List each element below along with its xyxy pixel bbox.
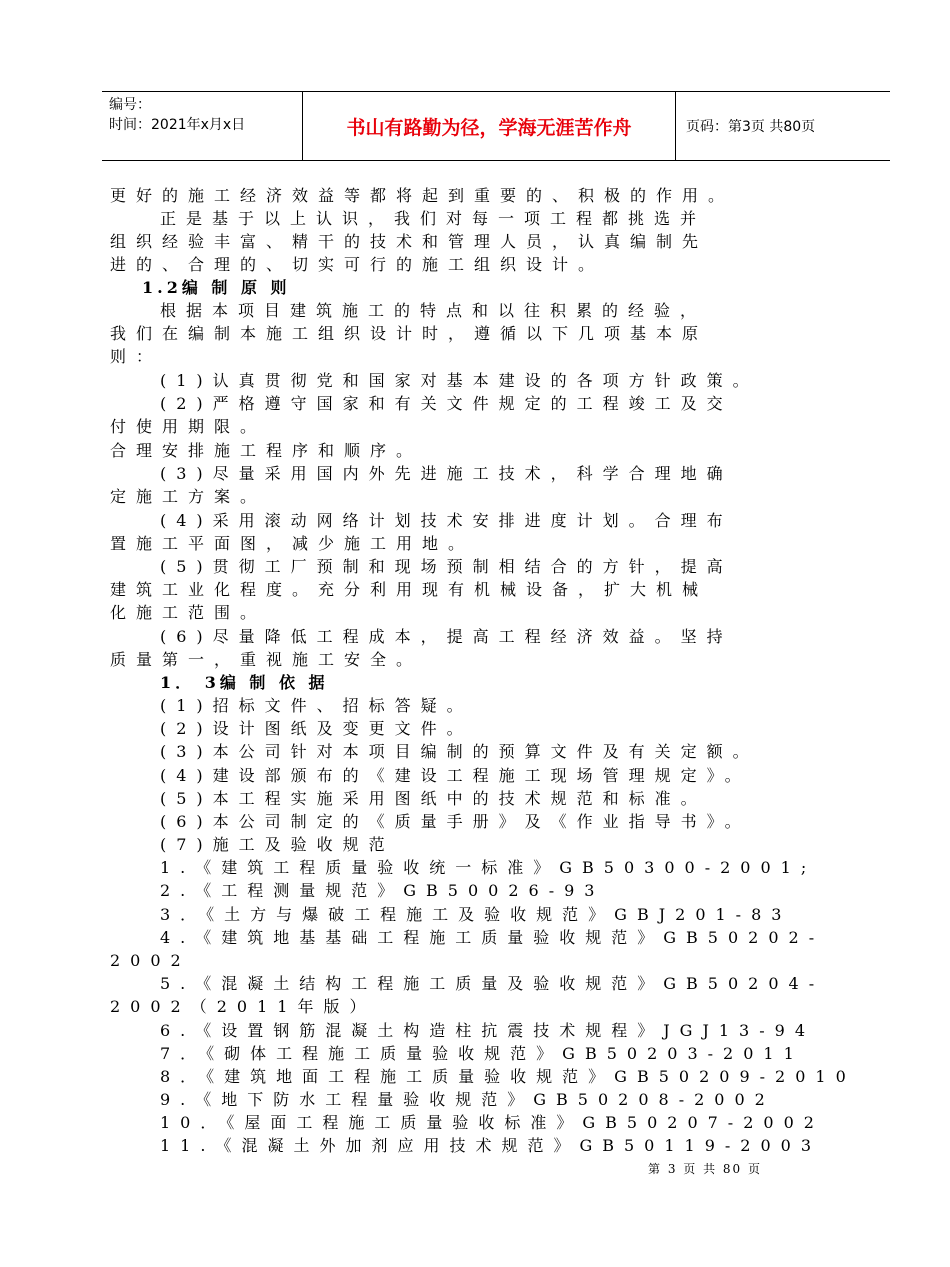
body-line: 2002（2011年版）	[110, 997, 376, 1016]
body-line: 置施工平面图，减少施工用地。	[110, 534, 475, 553]
header-meta-cell	[102, 92, 302, 160]
body-line: 11.《混凝土外加剂应用技术规范》GB50119-2003	[160, 1136, 822, 1155]
body-line: 正是基于以上认识，我们对每一项工程都挑选并	[160, 209, 707, 228]
body-line: (3)尽量采用国内外先进施工技术，科学合理地确	[160, 464, 733, 483]
body-line: (6)本公司制定的《质量手册》及《作业指导书》。	[160, 812, 751, 831]
body-line: (5)贯彻工厂预制和现场预制相结合的方针，提高	[160, 557, 733, 576]
section-heading: 1． 3编 制 依 据	[160, 673, 329, 692]
body-line: 根据本项目建筑施工的特点和以往积累的经验，	[160, 301, 707, 320]
body-line: 更好的施工经济效益等都将起到重要的、积极的作用。	[110, 186, 735, 205]
body-line: 3．《土方与爆破工程施工及验收规范》GBJ201-83	[160, 905, 792, 924]
body-line: 2.《工程测量规范》GB50026-93	[160, 881, 605, 900]
page-header	[102, 91, 890, 161]
document-number-label: 编号：	[109, 97, 151, 113]
body-line: 2002	[110, 951, 191, 970]
body-line: 合理安排施工程序和顺序。	[110, 441, 423, 460]
body-line: 7．《砌体工程施工质量验收规范》GB50203-2011	[160, 1044, 804, 1063]
header-motto-cell	[302, 92, 676, 160]
body-line: (6)尽量降低工程成本，提高工程经济效益。坚持	[160, 627, 733, 646]
header-page-cell	[676, 92, 890, 160]
body-line: 5.《混凝土结构工程施工质量及验收规范》GB50204-	[160, 974, 825, 993]
body-line: 建筑工业化程度。充分利用现有机械设备，扩大机械	[110, 580, 709, 599]
body-line: 9.《地下防水工程量验收规范》GB50208-2002	[160, 1090, 775, 1109]
body-line: 1.《建筑工程质量验收统一标准》GB50300-2001;	[160, 858, 817, 877]
body-line: 组织经验丰富、精干的技术和管理人员，认真编制先	[110, 232, 709, 251]
body-line: (5)本工程实施采用图纸中的技术规范和标准。	[160, 789, 707, 808]
body-line: (3)本公司针对本项目编制的预算文件及有关定额。	[160, 742, 759, 761]
body-line: 10．《屋面工程施工质量验收标准》GB50207-2002	[160, 1113, 824, 1132]
section-heading: 1.2编 制 原 则	[142, 278, 291, 297]
body-line: 进的、合理的、切实可行的施工组织设计。	[110, 255, 605, 274]
body-line: 则：	[110, 347, 163, 366]
body-line: 6.《设置钢筋混凝土构造柱抗震技术规程》JGJ13-94	[160, 1021, 816, 1040]
body-line: (1)招标文件、招标答疑。	[160, 696, 473, 715]
body-line: (4)采用滚动网络计划技术安排进度计划。合理布	[160, 511, 733, 530]
body-line: (1)认真贯彻党和国家对基本建设的各项方针政策。	[160, 371, 759, 390]
body-line: 我们在编制本施工组织设计时，遵循以下几项基本原	[110, 324, 709, 343]
body-line: 质量第一，重视施工安全。	[110, 650, 423, 669]
body-line: (2)严格遵守国家和有关文件规定的工程竣工及交	[160, 394, 733, 413]
document-time-label: 时间：2021年x月x日	[109, 117, 246, 133]
body-line: (7)施工及验收规范	[160, 835, 395, 854]
body-line: 化施工范围。	[110, 603, 267, 622]
page-footer: 第 3 页 共 80 页	[648, 1162, 762, 1176]
body-line: 付使用期限。	[110, 417, 267, 436]
header-page-info: 页码：第3页 共80页	[686, 119, 816, 135]
body-line: (4)建设部颁布的《建设工程施工现场管理规定》。	[160, 766, 751, 785]
body-line: 8．《建筑地面工程施工质量验收规范》GB50209-2010	[160, 1067, 856, 1086]
body-line: 4.《建筑地基基础工程施工质量验收规范》GB50202-	[160, 928, 825, 947]
header-motto: 书山有路勤为径，学海无涯苦作舟	[346, 116, 632, 139]
body-line: (2)设计图纸及变更文件。	[160, 719, 473, 738]
body-line: 定施工方案。	[110, 487, 267, 506]
